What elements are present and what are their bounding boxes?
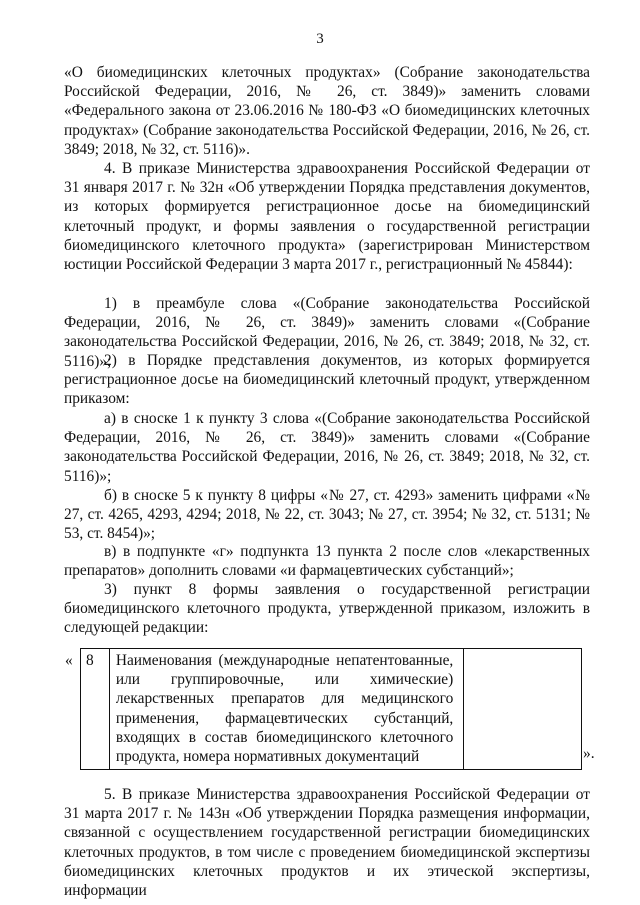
- open-quote: «: [65, 652, 73, 669]
- description-cell: Наименования (международные непатентованные, или группировочные, или химические) лекарственных препаратов для медицинского применения, фармацевтических субстанций, входящих в состав биомедицинского клеточного продукта, номера нормативных документаций: [109, 649, 463, 770]
- amendment-table-block: [64, 648, 632, 770]
- section-4: [64, 159, 590, 274]
- table-row: [81, 649, 582, 770]
- page-number: 3: [316, 31, 324, 47]
- paragraph-8: 3) пункт 8 формы заявления о государственной регистрации биомедицинского клеточного продукта, утвержденной приказом, изложить в следующей редакции:: [64, 581, 590, 637]
- paragraph-3: 1) в преамбуле слова «(Собрание законодательства Российской Федерации, 2016, № 26, ст. 3849)» заменить словами «(Собрание законодательства Российской Федерации, 2016, № 26, ст. 3849; 2018, № 32, ст. 5116)»;: [64, 295, 590, 370]
- paragraph-7: в) в подпункте «г» подпункта 13 пункта 2 после слов «лекарственных препаратов» дополнить словами «и фармацевтических субстанций»;: [64, 543, 590, 580]
- paragraph-continuation: [64, 63, 590, 159]
- paragraph-4: 2) в Порядке представления документов, из которых формируется регистрационное досье на биомедицинский клеточный продукт, утвержденном приказом:: [64, 352, 590, 408]
- row-number-cell: 8: [81, 649, 110, 770]
- paragraph-1: «О биомедицинских клеточных продуктах» (Собрание законодательства Российской Федерации, 2016, № 26, ст. 3849)» заменить словами «Федерального закона от 23.06.2016 № 180-ФЗ «О биомедицинских клеточных продуктах» (Собрание законодательства Российской Федерации, 2016, № 26, ст. 3849; 2018, № 32, ст. 5116)».: [64, 64, 590, 158]
- value-cell: [464, 649, 582, 770]
- item-3: [64, 580, 590, 638]
- item-2b: [64, 486, 590, 544]
- item-2: [64, 351, 590, 409]
- item-2a: [64, 409, 590, 486]
- paragraph-9: 5. В приказе Министерства здравоохранения Российской Федерации от 31 марта 2017 г. № 143н «Об утверждении Порядка размещения информации, связанной с осуществлением государственной регистрации биомедицинских клеточных продуктов, в том числе с проведением биомедицинской экспертизы биомедицинских клеточных продуктов и их этической экспертизы, информации: [64, 786, 590, 900]
- amendment-table: [80, 648, 582, 770]
- section-5: [64, 785, 590, 900]
- paragraph-6: б) в сноске 5 к пункту 8 цифры «№ 27, ст. 4293» заменить цифрами «№ 27, ст. 4265, 4293, 4294; 2018, № 22, ст. 3043; № 27, ст. 3954; № 32, ст. 5131; № 53, ст. 8454)»;: [64, 487, 590, 543]
- paragraph-5: а) в сноске 1 к пункту 3 слова «(Собрание законодательства Российской Федерации, 2016, № 26, ст. 3849)» заменить словами «(Собрание законодательства Российской Федерации, 2016, № 26, ст. 3849; 2018, № 32, ст. 5116)»;: [64, 410, 590, 485]
- close-quote: ».: [583, 745, 595, 762]
- item-2v: [64, 542, 590, 580]
- paragraph-2: 4. В приказе Министерства здравоохранения Российской Федерации от 31 января 2017 г. № 32н «Об утверждении Порядка представления документов, из которых формируется регистрационное досье на биомедицинский клеточный продукт, и формы заявления о государственной регистрации биомедицинского клеточного продукта» (зарегистрирован Министерством юстиции Российской Федерации 3 марта 2017 г., регистрационный № 45844):: [64, 160, 590, 274]
